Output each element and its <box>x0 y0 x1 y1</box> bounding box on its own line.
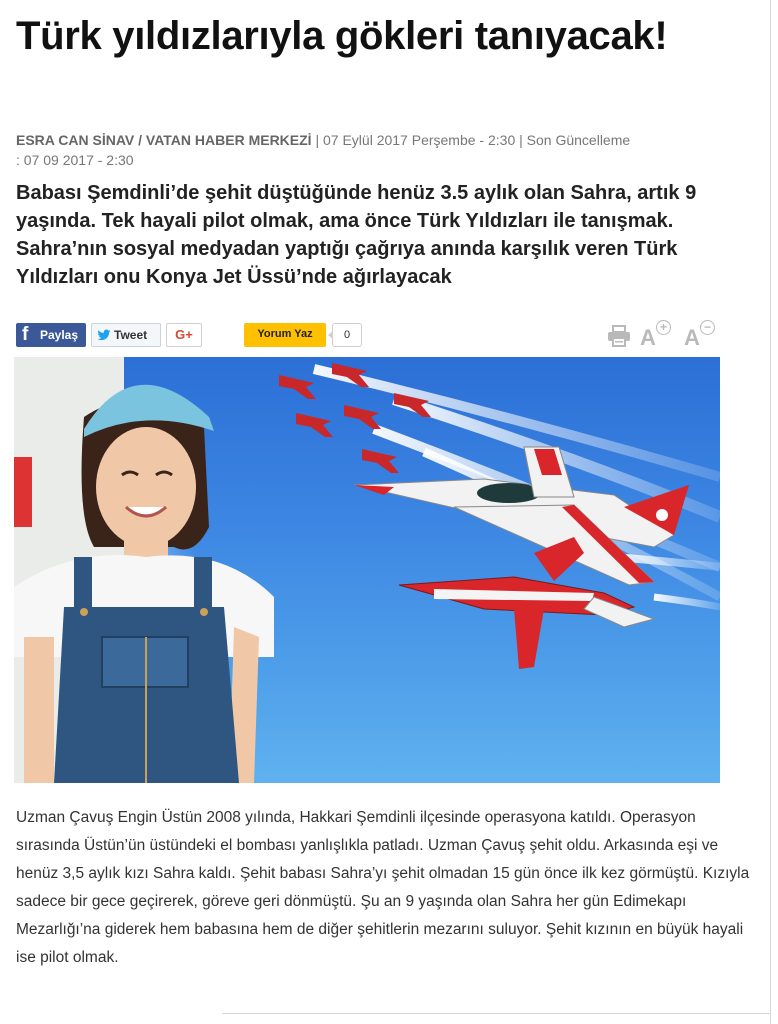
write-comment-button[interactable]: Yorum Yaz <box>244 323 326 347</box>
comment-count-badge: 0 <box>332 323 362 347</box>
twitter-tweet-label: Tweet <box>114 328 148 342</box>
twitter-bird-icon <box>97 328 111 342</box>
publish-date: 07 Eylül 2017 Perşembe - 2:30 <box>323 132 516 148</box>
plus-icon: + <box>656 320 671 335</box>
article-lead: Babası Şemdinli’de şehit düştüğünde henüz 3.5 aylık olan Sahra, artık 9 yaşında. Tek hayali pilot olmak, ama önce Türk Yıldızları ile tanışmak. Sahra’nın sosyal medyadan yaptığı çağrıya anında karşılık veren Türk Yıldızları onu Konya Jet Üssü’nde ağırlayacak <box>16 182 697 288</box>
updated-date: 07 09 2017 - 2:30 <box>23 152 134 168</box>
article-hero-image[interactable] <box>14 357 720 783</box>
author-name[interactable]: ESRA CAN SİNAV / VATAN HABER MERKEZİ <box>16 132 312 148</box>
printer-icon <box>607 325 631 347</box>
hero-illustration <box>14 357 720 783</box>
share-toolbar <box>16 320 722 350</box>
byline-separator: | <box>519 132 527 148</box>
font-size-icon: A <box>684 325 700 350</box>
increase-font-button[interactable] <box>640 320 676 350</box>
facebook-icon: f <box>22 324 29 345</box>
updated-separator: : <box>16 152 24 168</box>
facebook-share-button[interactable] <box>16 323 86 347</box>
byline <box>16 130 756 170</box>
article-title: Türk yıldızlarıyla gökleri tanıyacak! <box>16 14 668 58</box>
twitter-tweet-button[interactable] <box>91 323 161 347</box>
font-size-icon: A <box>640 325 656 350</box>
google-plus-button[interactable]: G+ <box>166 323 202 347</box>
column-divider <box>770 0 771 1024</box>
lead-jet <box>354 447 689 585</box>
byline-separator: | <box>315 132 323 148</box>
decrease-font-button[interactable] <box>684 320 720 350</box>
facebook-share-label: Paylaş <box>40 328 79 342</box>
bottom-divider <box>222 1013 770 1014</box>
article-body: Uzman Çavuş Engin Üstün 2008 yılında, Hakkari Şemdinli ilçesinde operasyona katıldı. Operasyon sırasında Üstün’ün üstündeki el bombası yanlışlıkla patladı. Uzman Çavuş şehit oldu. Arkasında eşi ve henüz 3,5 aylık kızı Sahra kaldı. Şehit babası Sahra’yı şehit olmadan 15 gün önce ilk kez görmüştü. Kızıyla sadece bir gece geçirerek, göreve geri dönmüştü. Şu an 9 yaşında olan Sahra her gün Edimekapı Mezarlığı’na giderek hem babasına hem de diğer şehitlerin mezarını suluyor. Şehit kızının en büyük hayali ise pilot olmak. <box>16 809 750 966</box>
print-button[interactable] <box>606 323 632 349</box>
minus-icon: − <box>700 320 715 335</box>
updated-label: Son Güncelleme <box>526 132 631 148</box>
